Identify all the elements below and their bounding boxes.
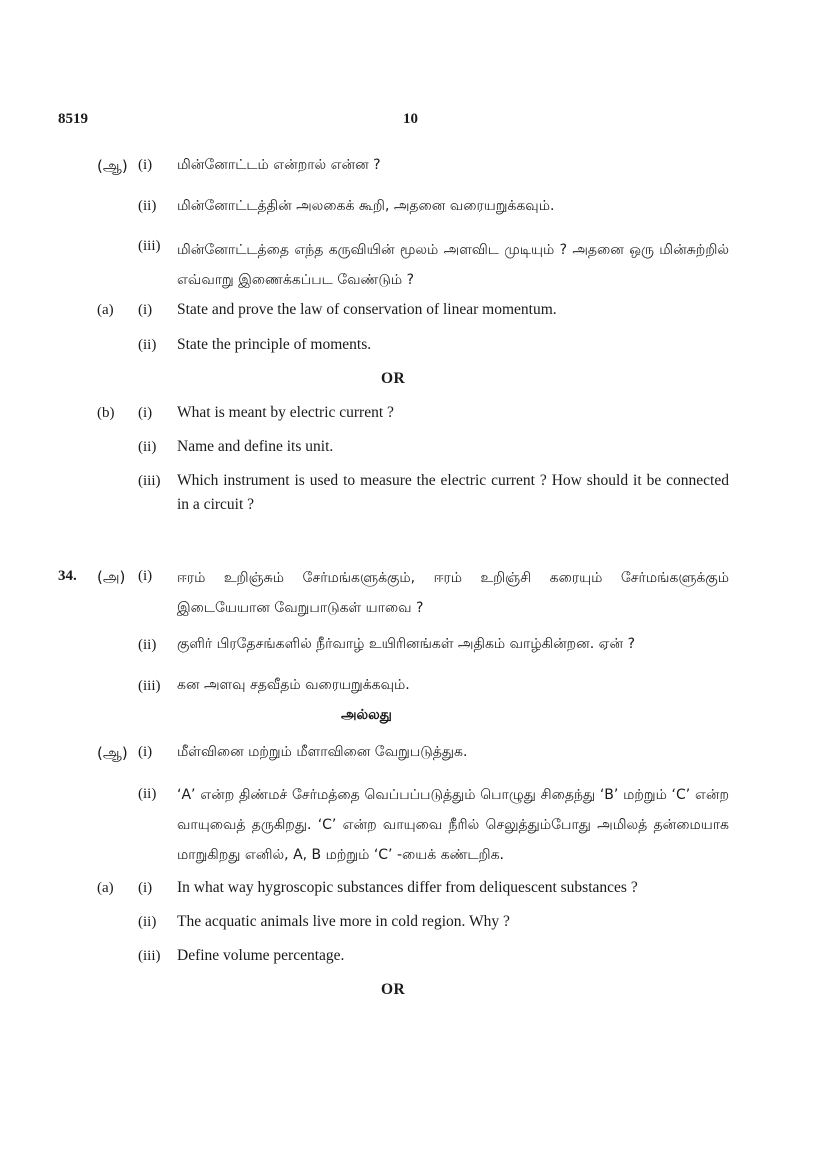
q34-number: 34. — [58, 568, 77, 584]
paper-code: 8519 — [58, 111, 88, 127]
q34-tamil-b-i-text: மீள்வினை மற்றும் மீளாவினை வேறுபடுத்துக. — [177, 744, 468, 760]
q34-tamil-a-iii-text: கன அளவு சதவீதம் வரையறுக்கவும். — [177, 677, 410, 693]
q34-a-i-num: (i) — [138, 880, 153, 896]
q33-b-iii-num: (iii) — [138, 473, 161, 489]
q34-tamil-a-i-text: ஈரம் உறிஞ்சும் சேர்மங்களுக்கும், ஈரம் உறிஞ்சி கரையும் சேர்மங்களுக்கும் இடையேயான வேறுபாடுகள் யாவை ? — [177, 570, 729, 616]
or-divider-1: OR — [381, 370, 406, 387]
page-number: 10 — [403, 111, 418, 127]
q34-tamil-a-ii-text: குளிர் பிரதேசங்களில் நீர்வாழ் உயிரினங்கள் அதிகம் வாழ்கின்றன. ஏன் ? — [177, 636, 636, 652]
q34-tamil-a-label: (அ) — [97, 568, 126, 586]
q33-b-label: (b) — [97, 405, 115, 421]
q34-tamil-b-label: (ஆ) — [97, 744, 128, 762]
q34-a-iii-text: Define volume percentage. — [177, 947, 345, 964]
q33-b-ii-num: (ii) — [138, 439, 157, 455]
q34-tamil-b-ii-num: (ii) — [138, 786, 157, 802]
q34-tamil-b-i-num: (i) — [138, 744, 153, 760]
q33-b-i-text: What is meant by electric current ? — [177, 404, 394, 421]
or-divider-2: OR — [381, 981, 406, 998]
q34-tamil-b-ii-text: ‘A’ என்ற திண்மச் சேர்மத்தை வெப்பப்படுத்தும் பொழுது சிதைந்து ‘B’ மற்றும் ‘C’ என்ற வாயுவைத் தருகிறது. ‘C’ என்ற வாயுவை நீரில் செலுத்தும்போது அமிலத் தன்மையாக மாறுகிறது எனில், A, B மற்றும் ‘C’ -யைக் கண்டறிக. — [177, 787, 729, 863]
q33-b-i-num: (i) — [138, 405, 153, 421]
q33-b-ii-text: Name and define its unit. — [177, 438, 334, 455]
q34-a-ii-text: The acquatic animals live more in cold region. Why ? — [177, 913, 510, 930]
q33-tamil-b-label: (ஆ) — [97, 157, 128, 175]
q33-tamil-b-ii-num: (ii) — [138, 198, 157, 214]
q33-tamil-b-i-num: (i) — [138, 157, 153, 173]
q33-tamil-b-ii-text: மின்னோட்டத்தின் அலகைக் கூறி, அதனை வரையறுக்கவும். — [177, 198, 555, 214]
q34-a-label: (a) — [97, 880, 114, 896]
q34-tamil-a-i-num: (i) — [138, 568, 153, 584]
q33-tamil-b-iii-num: (iii) — [138, 238, 161, 254]
q33-a-ii-num: (ii) — [138, 337, 157, 353]
q33-a-label: (a) — [97, 302, 114, 318]
q34-a-i-text: In what way hygroscopic substances differ from deliquescent substances ? — [177, 879, 638, 896]
or-divider-tamil: அல்லது — [341, 707, 392, 723]
q34-tamil-a-ii-num: (ii) — [138, 637, 157, 653]
q33-a-i-text: State and prove the law of conservation of linear momentum. — [177, 301, 557, 318]
q33-b-iii-text: Which instrument is used to measure the electric current ? How should it be connected in a circuit ? — [177, 472, 729, 513]
q34-a-ii-num: (ii) — [138, 914, 157, 930]
q33-a-ii-text: State the principle of moments. — [177, 336, 372, 353]
q33-tamil-b-i-text: மின்னோட்டம் என்றால் என்ன ? — [177, 157, 381, 173]
q33-tamil-b-iii-text: மின்னோட்டத்தை எந்த கருவியின் மூலம் அளவிட முடியும் ? அதனை ஒரு மின்சுற்றில் எவ்வாறு இணைக்கப்பட வேண்டும் ? — [177, 242, 729, 288]
q34-tamil-a-iii-num: (iii) — [138, 678, 161, 694]
q34-a-iii-num: (iii) — [138, 948, 161, 964]
q33-a-i-num: (i) — [138, 302, 153, 318]
